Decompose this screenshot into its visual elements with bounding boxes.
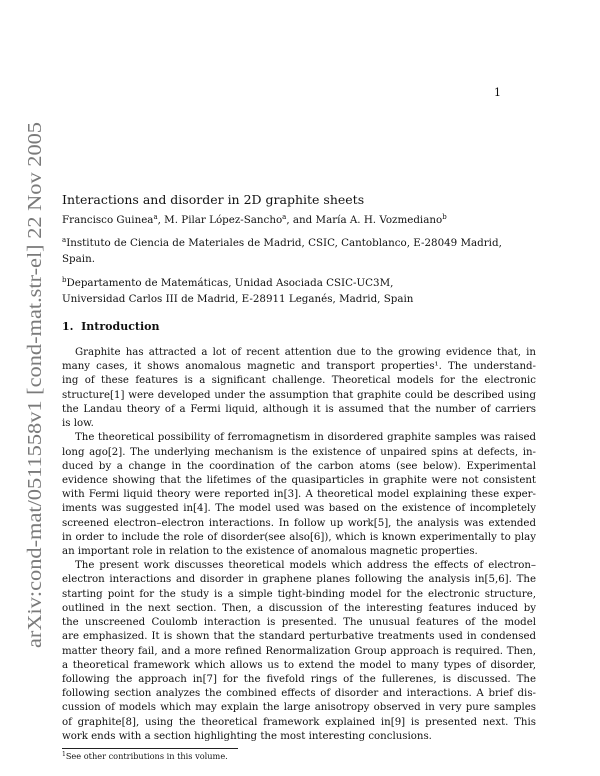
section-number: 1. <box>62 320 74 333</box>
affiliation-a <box>62 236 542 267</box>
text-line: the Landau theory of a Fermi liquid, although it is assumed that the number of carriers <box>62 403 536 415</box>
page-number: 1 <box>494 86 501 99</box>
footnote-mark: 1 <box>62 751 66 758</box>
text-line: in order to include the role of disorder(see also[6]), which is known experimentally to play <box>62 531 536 543</box>
text-line: matter theory fail, and a more refined Renormalization Group approach is required. Then, <box>62 645 536 657</box>
arxiv-identifier-stamp <box>19 120 49 650</box>
affiliation-mark: a <box>62 236 67 244</box>
section-title: Introduction <box>81 320 160 333</box>
text-line: work ends with a section highlighting the most interesting conclusions. <box>62 730 432 742</box>
text-line: evidence showing that the lifetimes of the quasiparticles in graphite were not consistent <box>62 474 536 486</box>
affiliation-text: Spain. <box>62 252 95 265</box>
text-line: electron interactions and disorder in graphene planes following the analysis in[5,6]. The <box>62 574 536 586</box>
text-line: The theoretical possibility of ferromagnetism in disordered graphite samples was raised <box>75 432 536 444</box>
affiliation-text: Universidad Carlos III de Madrid, E-28911 Leganés, Madrid, Spain <box>62 292 414 305</box>
author-name: , and María A. H. Vozmediano <box>286 214 443 226</box>
text-line: outlined in the next section. Then, a discussion of the interesting features induced by <box>62 602 536 614</box>
section-heading <box>62 320 160 333</box>
text-line: following the approach in[7] for the fivefold rings of the fullerenes, is discussed. The <box>62 673 536 685</box>
text-line: with Fermi liquid theory were reported in[3]. A theoretical model explaining these exper- <box>62 489 536 501</box>
text-line: cussion of models which may explain the large anisotropy observed in very pure samples <box>62 702 536 714</box>
paper-title: Interactions and disorder in 2D graphite sheets <box>62 192 365 207</box>
text-line: duced by a change in the coordination of the carbon atoms (see below). Experimental <box>62 460 536 472</box>
affiliation-mark: b <box>442 213 447 221</box>
text-line: many cases, it shows anomalous magnetic and transport properties¹. The understand- <box>62 361 536 373</box>
author-list <box>62 214 447 226</box>
text-line: are emphasized. It is shown that the standard perturbative treatments used in condensed <box>62 631 536 643</box>
author-name: , M. Pilar López-Sancho <box>157 214 283 226</box>
text-line: is low. <box>62 418 94 430</box>
text-line: an important role in relation to the existence of anomalous magnetic properties. <box>62 546 478 557</box>
text-line: starting point for the study is a simple tight-binding model for the electronic structure, <box>62 588 536 600</box>
text-line: a theoretical framework which allows us to extend the model to many types of disorder, <box>62 659 536 671</box>
text-line: screened electron–electron interactions. In follow up work[5], the analysis was extended <box>62 517 536 529</box>
affiliation-mark: b <box>62 276 67 284</box>
text-line: the unscreened Coulomb interaction is presented. The unusual features of the model <box>62 617 536 629</box>
footnote-text: See other contributions in this volume. <box>65 751 228 761</box>
footnote-rule <box>62 748 238 749</box>
affiliation-mark: a <box>153 213 158 221</box>
footnote <box>62 751 228 761</box>
affiliation-mark: a <box>282 213 287 221</box>
text-line: following section analyzes the combined effects of disorder and interactions. A brief dis- <box>62 688 536 700</box>
text-line: structure[1] were developed under the assumption that graphite could be described using <box>62 389 536 401</box>
text-line: ing of these features is a significant challenge. Theoretical models for the electronic <box>62 375 536 387</box>
affiliation-text: Instituto de Ciencia de Materiales de Madrid, CSIC, Cantoblanco, E-28049 Madrid, <box>66 237 502 249</box>
author-name: Francisco Guinea <box>62 214 154 226</box>
text-line: Graphite has attracted a lot of recent attention due to the growing evidence that, in <box>75 347 536 358</box>
arxiv-identifier-text: arXiv:cond-mat/0511558v1 [cond-mat.str-el] 22 Nov 2005 <box>25 189 46 648</box>
affiliation-text: Departamento de Matemáticas, Unidad Asociada CSIC-UC3M, <box>66 277 394 289</box>
text-line: iments was suggested in[4]. The model used was based on the existence of incompletely <box>62 503 536 515</box>
text-line: of graphite[8], using the theoretical framework explained in[9] is presented next. This <box>62 716 536 728</box>
text-line: The present work discusses theoretical models which address the effects of electron– <box>75 560 536 572</box>
affiliation-b <box>62 276 542 307</box>
text-line: long ago[2]. The underlying mechanism is the existence of unpaired spins at defects, in- <box>62 446 536 458</box>
